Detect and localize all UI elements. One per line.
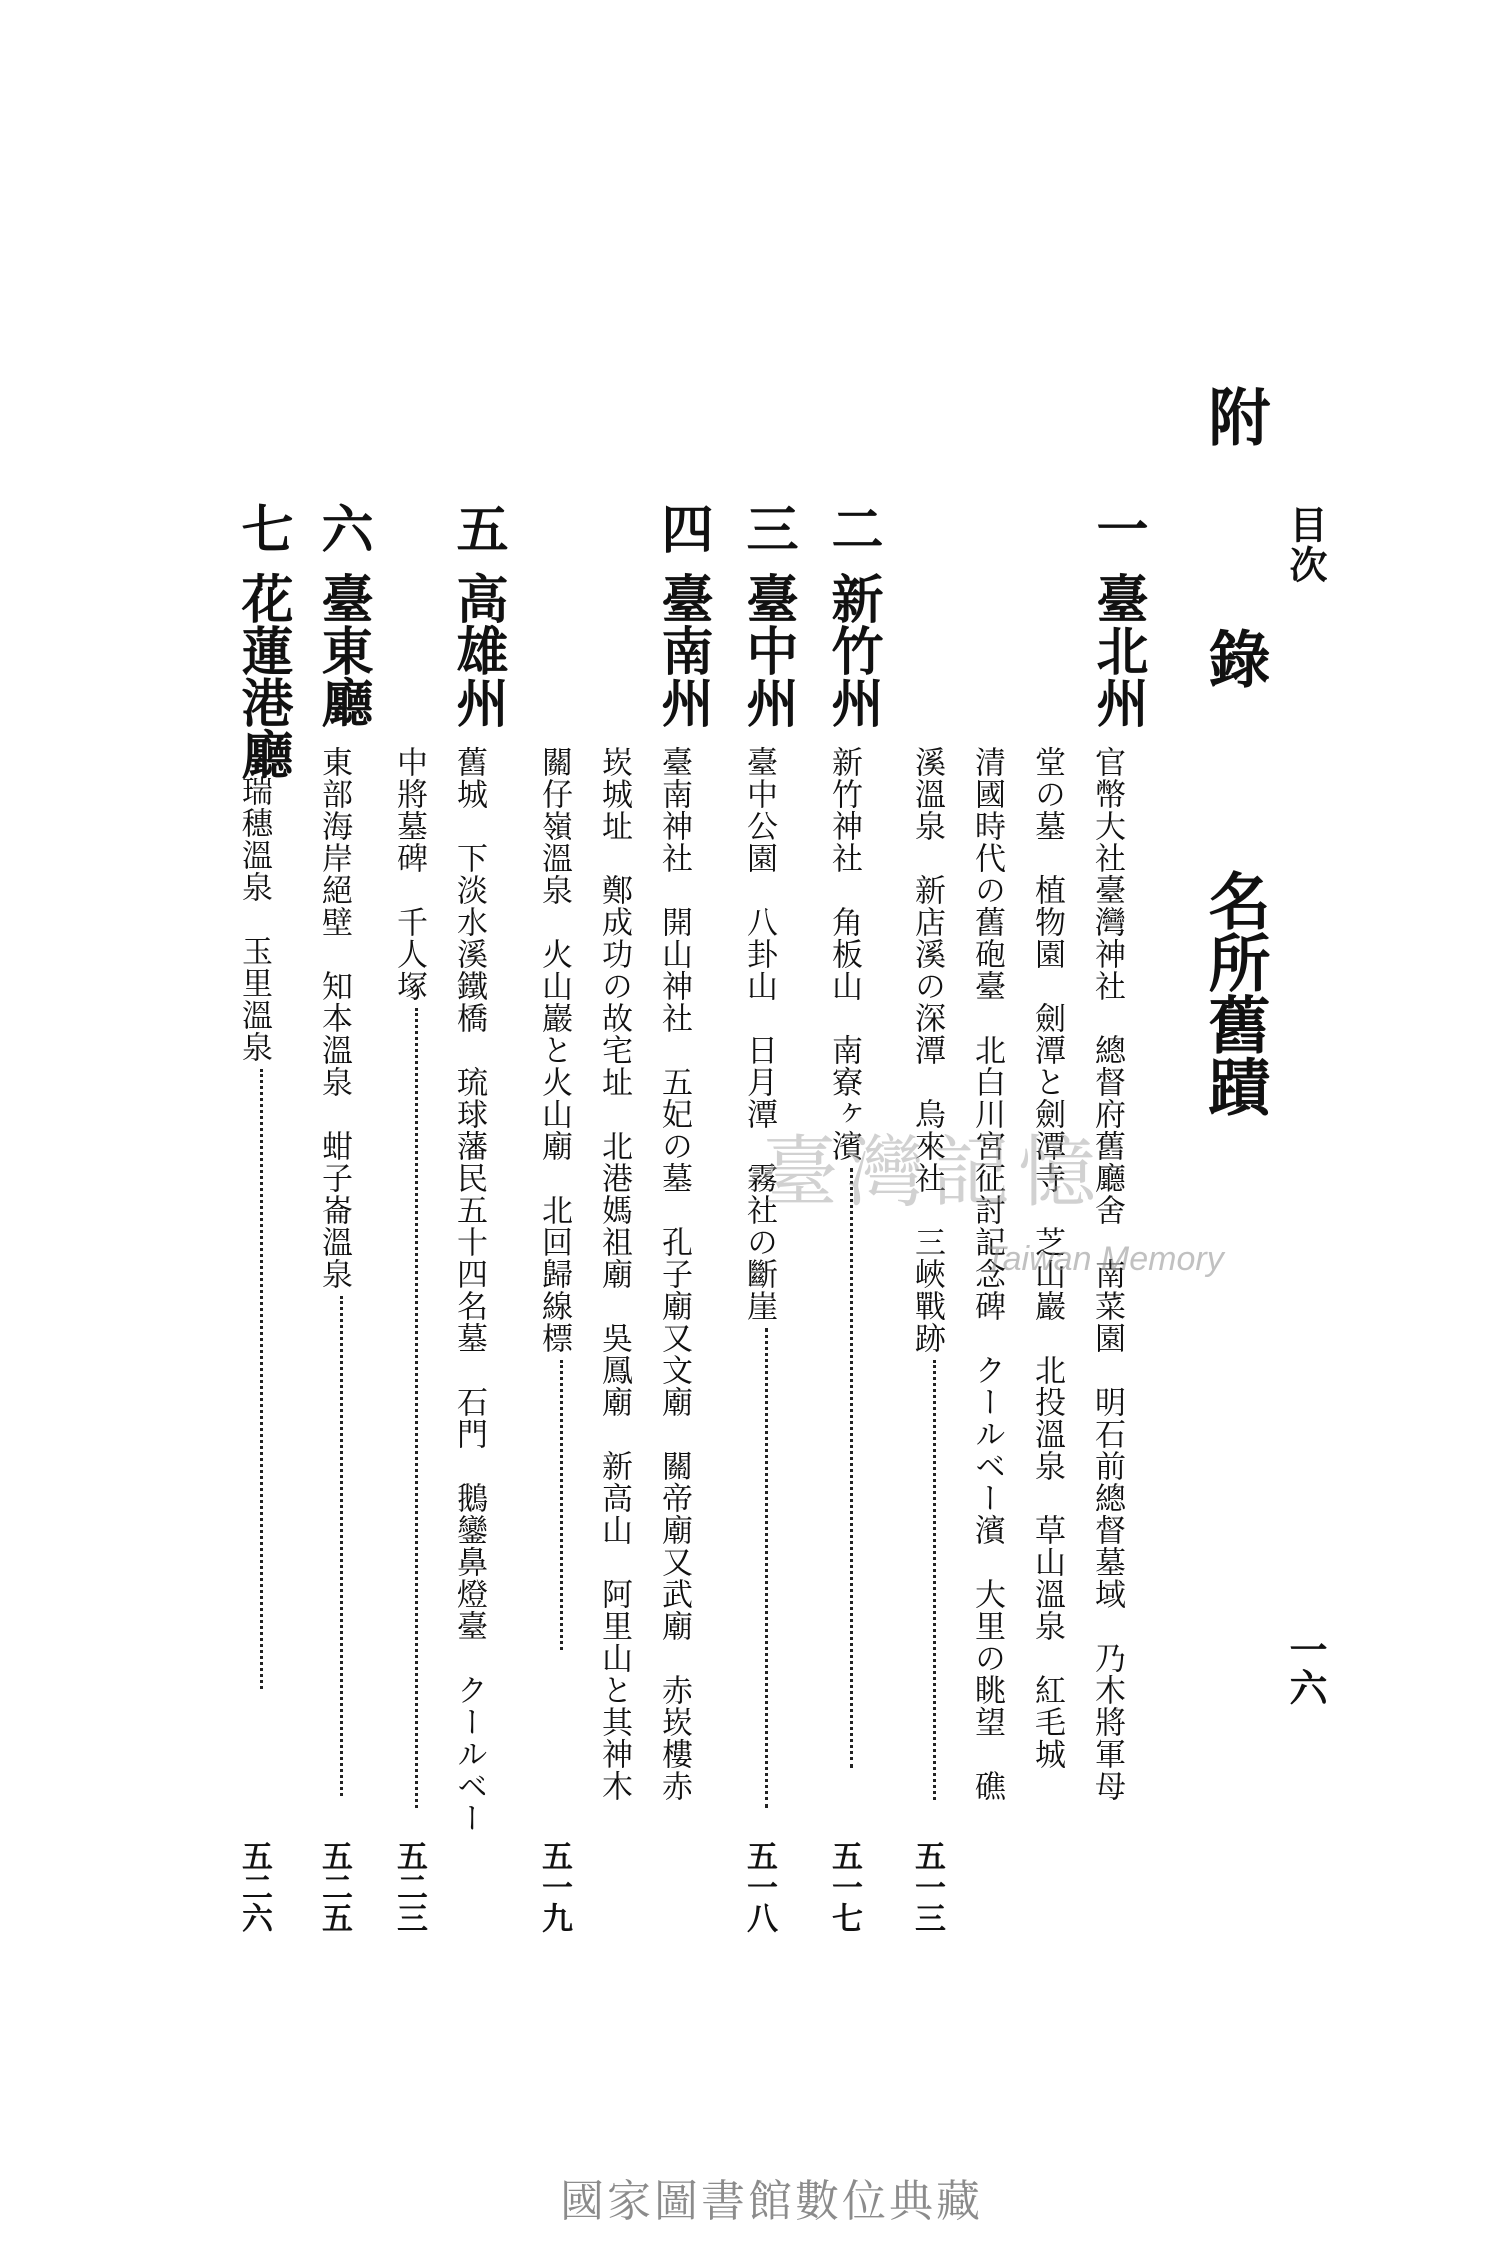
section-number: 六 [312,502,373,554]
section-number: 四 [652,502,713,554]
section-name: 臺北州 [1087,572,1148,728]
entry-line: 中將墓碑 千人塚 [387,746,432,1814]
entry-line: 臺中公園 八卦山 日月潭 霧社の斷崖 [737,746,782,1814]
page-number: 一六 [1283,1630,1328,1706]
entry-line: 溪溫泉 新店溪の深潭 烏來社 三峽戰跡 [905,746,950,1806]
title-char-1: 附 [1198,385,1271,447]
entry-line: 東部海岸絕壁 知本溫泉 蚶子崙溫泉 [312,746,357,1802]
leader-dots [850,1168,853,1768]
entry-line: 官幣大社臺灣神社 總督府舊廳舍 南菜園 明石前總督墓域 乃木將軍母 [1089,746,1125,1802]
leader-dots [260,1069,263,1689]
section-page: 五一八 [741,1840,777,1933]
watermark-logo: 臺灣記憶 [760,1128,1105,1218]
leader-dots [765,1328,768,1808]
leader-dots [415,1008,418,1808]
title-rest: 名所舊蹟 [1198,869,1271,1117]
entry-line: 新竹神社 角板山 南寮ヶ濱 [822,746,867,1774]
section-page: 五一九 [536,1840,572,1933]
section-name: 臺中州 [737,572,798,728]
section-page: 五一七 [826,1840,862,1933]
section-number: 一 [1087,502,1148,554]
section-name: 高雄州 [447,572,508,728]
running-header-label: 目次 [1283,505,1328,585]
title-char-2: 錄 [1198,627,1271,689]
section-page: 五二六 [236,1840,272,1933]
entry-line: 崁城址 鄭成功の故宅址 北港媽祖廟 吳鳳廟 新高山 阿里山と其神木 [596,746,632,1802]
section-number: 二 [822,502,883,554]
section-name: 花蓮港廳 [232,572,293,780]
entry-line: 瑞穗溫泉 玉里溫泉 [232,775,277,1695]
section-name: 臺東廳 [312,572,373,728]
section-page: 五二三 [391,1840,427,1933]
section-name: 臺南州 [652,572,713,728]
leader-dots [933,1360,936,1800]
entry-line: 關仔嶺溫泉 火山巖と火山廟 北回歸線標 [532,746,577,1656]
section-number: 七 [232,502,293,554]
section-name: 新竹州 [822,572,883,728]
section-number: 五 [447,502,508,554]
watermark-subtitle: Taiwan Memory [985,1240,1224,1278]
leader-dots [340,1296,343,1796]
entry-line: 臺南神社 開山神社 五妃の墓 孔子廟又文廟 關帝廟又武廟 赤崁樓赤 [656,746,692,1802]
leader-dots [560,1360,563,1650]
entry-line: 堂の墓 植物園 劍潭と劍潭寺 芝山巖 北投溫泉 草山溫泉 紅毛城 [1029,746,1065,1770]
footer-credit: 國家圖書館數位典藏 [560,2176,983,2227]
section-page: 五二五 [316,1840,352,1933]
section-number: 三 [737,502,798,554]
appendix-title [1190,385,1279,1117]
section-page: 五一三 [909,1840,945,1933]
entry-line: 舊城 下淡水溪鐵橋 琉球藩民五十四名墓 石門 鵝鑾鼻燈臺 クールベー [451,746,487,1834]
entry-line: 清國時代の舊砲臺 北白川宮征討記念碑 クールベー濱 大里の眺望 礁 [969,746,1005,1802]
